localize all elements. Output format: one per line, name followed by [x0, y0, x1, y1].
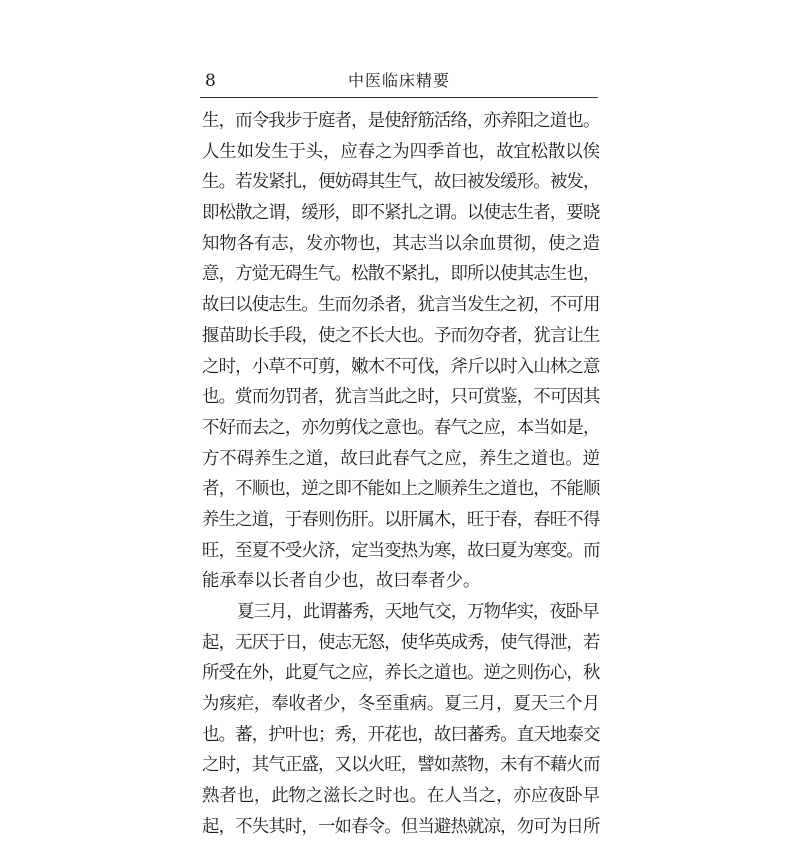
text-line: 意，方觉无碍生气。松散不紧扎，即所以使其志生也， [202, 264, 600, 285]
text-line: 养生之道，于春则伤肝。以肝属木，旺于春，春旺不得 [202, 509, 600, 530]
text-line: 方不碍养生之道，故曰此春气之应，养生之道也。逆 [202, 448, 600, 469]
text-line: 人生如发生于头，应春之为四季首也，故宜松散以俟 [202, 141, 600, 162]
body-text [202, 106, 600, 843]
text-line: 起，不失其时，一如春令。但当避热就凉，勿可为日所 [202, 816, 600, 837]
text-line: 熟者也，此物之滋长之时也。在人当之，亦应夜卧早 [202, 786, 600, 807]
text-line: 之时，其气正盛，又以火旺，譬如蒸物，未有不藉火而 [202, 755, 600, 776]
text-line: 不好而去之，亦勿剪伐之意也。春气之应，本当如是， [202, 417, 600, 438]
text-line: 所受在外，此夏气之应，养长之道也。逆之则伤心，秋 [202, 663, 600, 684]
text-line: 生。若发紧扎，便妨碍其生气，故曰被发缓形。被发， [202, 172, 600, 193]
text-line: 为痎疟，奉收者少，冬至重病。夏三月，夏天三个月 [202, 694, 600, 715]
running-title: 中医临床精要 [347, 71, 450, 90]
text-line: 揠苗助长手段，使之不长大也。予而勿夺者，犹言让生 [202, 325, 600, 346]
header-divider [200, 97, 598, 98]
text-line: 起，无厌于日，使志无怒，使华英成秀，使气得泄，若 [202, 632, 600, 653]
text-line: 故曰以使志生。生而勿杀者，犹言当发生之初，不可用 [202, 295, 600, 316]
text-line: 生，而令我步于庭者，是使舒筋活络，亦养阳之道也。 [202, 111, 600, 131]
text-line: 者，不顺也，逆之即不能如上之顺养生之道也，不能顺 [202, 479, 600, 500]
text-line: 旺，至夏不受火济，定当变热为寒，故曰夏为寒变。而 [202, 540, 600, 561]
text-line: 之时，小草不可剪，嫩木不可伐，斧斤以时入山林之意 [202, 356, 600, 377]
text-line: 能承奉以长者自少也，故曰奉者少。 [202, 571, 481, 592]
text-line: 即松散之谓，缓形，即不紧扎之谓。以使志生者，要晓 [202, 203, 600, 224]
text-line: 知物各有志，发亦物也，其志当以余血贯彻，使之造 [202, 233, 600, 254]
text-line: 夏三月，此谓蕃秀，天地气交，万物华实，夜卧早 [237, 602, 599, 622]
text-line: 也。蕃，护叶也；秀，开花也，故曰蕃秀。直天地泰交 [202, 724, 600, 745]
page-number: 8 [205, 71, 216, 91]
text-line: 也。赏而勿罚者，犹言当此之时，只可赏鉴，不可因其 [202, 387, 600, 408]
